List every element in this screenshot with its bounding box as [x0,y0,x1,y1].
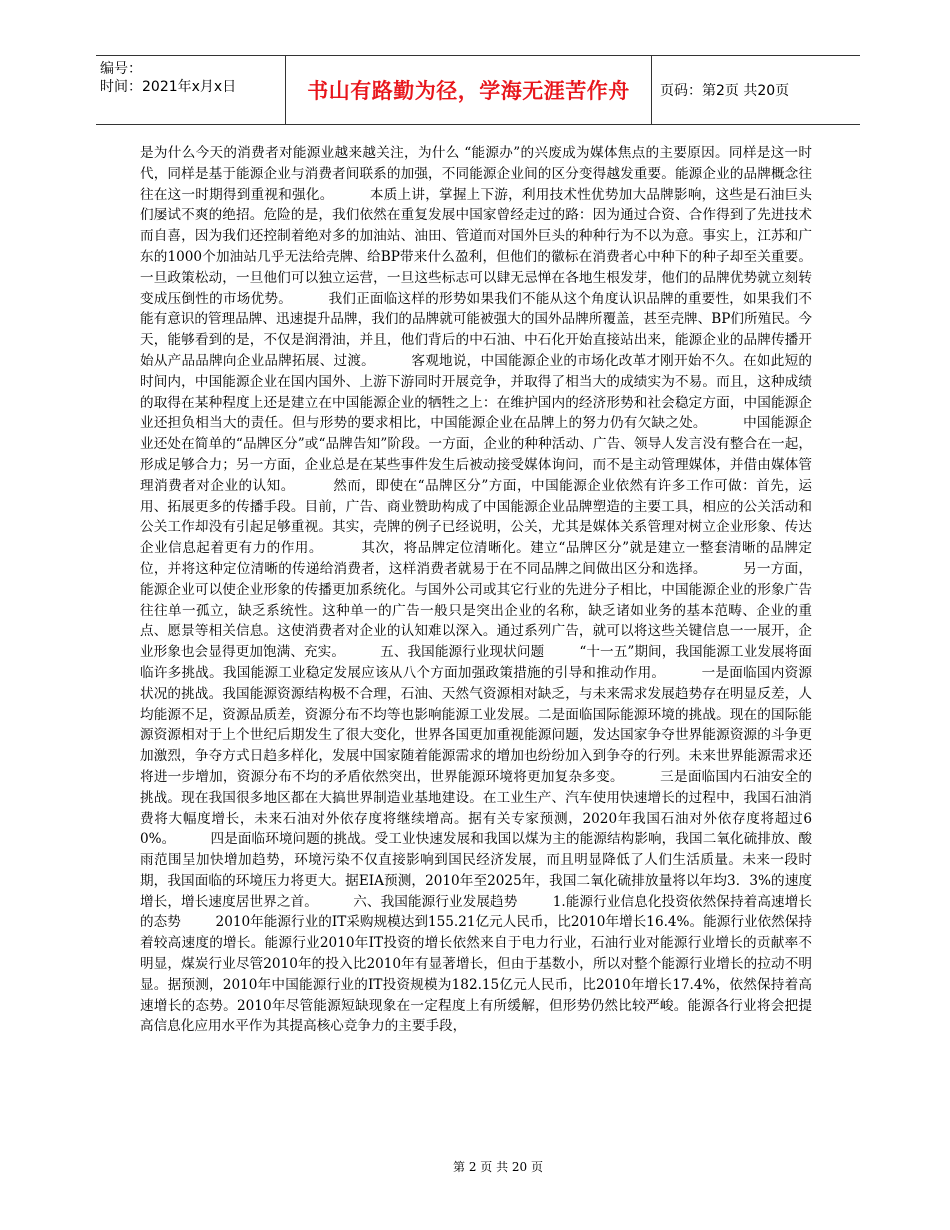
header-number-label: 编号： [100,61,142,77]
header-motto: 书山有路勤为径，学海无涯苦作舟 [286,56,652,124]
header-meta [96,56,286,124]
page-footer: 第 2 页 共 20 页 [453,1160,543,1174]
document-body-text: 是为什么今天的消费者对能源业越来越关注，为什么 “能源办”的兴废成为媒体焦点的主要原因。同样是这一时代，同样是基于能源企业与消费者间联系的加强，不同能源企业间的区分变得越发重要。能源企业的品牌概念往往在这一时期得到重视和强化。 本质上讲，掌握上下游，利用技术性优势加大品牌影响，这些是石油巨头们屡试不爽的绝招。危险的是，我们依然在重复发展中国家曾经走过的路：因为通过合资、合作得到了先进技术而自喜，因为我们还控制着绝对多的加油站、油田、管道而对国外巨头的种种行为不以为意。事实上，江苏和广东的1000个加油站几乎无法给壳牌、给BP带来什么盈利，但他们的徽标在消费者心中种下的种子却至关重要。一旦政策松动，一旦他们可以独立运营，一旦这些标志可以肆无忌惮在各地生根发芽，他们的品牌优势就立刻转变成压倒性的市场优势。 我们正面临这样的形势如果我们不能从这个角度认识品牌的重要性，如果我们不能有意识的管理品牌、迅速提升品牌，我们的品牌就可能被强大的国外品牌所覆盖，甚至壳牌、BP们所殖民。今天，能够看到的是，不仅是润滑油，并且，他们背后的中石油、中石化开始直接站出来，能源企业的品牌传播开始从产品品牌向企业品牌拓展、过渡。 客观地说，中国能源企业的市场化改革才刚开始不久。在如此短的时间内，中国能源企业在国内国外、上游下游同时开展竞争，并取得了相当大的成绩实为不易。而且，这种成绩的取得在某种程度上还是建立在中国能源企业的牺牲之上：在维护国内的经济形势和社会稳定方面，中国能源企业还担负相当大的责任。但与形势的要求相比，中国能源企业在品牌上的努力仍有欠缺之处。 中国能源企业还处在简单的“品牌区分”或“品牌告知”阶段。一方面，企业的种种活动、广告、领导人发言没有整合在一起，形成足够合力；另一方面，企业总是在某些事件发生后被动接受媒体询问，而不是主动管理媒体，并借由媒体管理消费者对企业的认知。 然而，即使在“品牌区分”方面，中国能源企业依然有许多工作可做：首先，运用、拓展更多的传播手段。目前，广告、商业赞助构成了中国能源企业品牌塑造的主要工具，相应的公关活动和公关工作却没有引起足够重视。其实，壳牌的例子已经说明，公关，尤其是媒体关系管理对树立企业形象、传达企业信息起着更有力的作用。 其次，将品牌定位清晰化。建立“品牌区分”就是建立一整套清晰的品牌定位，并将这种定位清晰的传递给消费者，这样消费者就易于在不同品牌之间做出区分和选择。 另一方面，能源企业可以使企业形象的传播更加系统化。与国外公司或其它行业的先进分子相比，中国能源企业的形象广告往往单一孤立，缺乏系统性。这种单一的广告一般只是突出企业的名称，缺乏诸如业务的基本范畴、企业的重点、愿景等相关信息。这使消费者对企业的认知难以深入。通过系列广告，就可以将这些关键信息一一展开，企业形象也会显得更加饱满、充实。 五、我国能源行业现状问题 “十一五”期间，我国能源工业发展将面临许多挑战。我国能源工业稳定发展应该从八个方面加强政策措施的引导和推动作用。 一是面临国内资源状况的挑战。我国能源资源结构极不合理，石油、天然气资源相对缺乏，与未来需求发展趋势存在明显反差，人均能源不足，资源品质差，资源分布不均等也影响能源工业发展。二是面临国际能源环境的挑战。现在的国际能源资源相对于上个世纪后期发生了很大变化，世界各国更加重视能源问题，发达国家争夺世界能源资源的斗争更加激烈，争夺方式日趋多样化，发展中国家随着能源需求的增加也纷纷加入到争夺的行列。未来世界能源需求还将进一步增加，资源分布不均的矛盾依然突出，世界能源环境将更加复杂多变。 三是面临国内石油安全的挑战。现在我国很多地区都在大搞世界制造业基地建设。在工业生产、汽车使用快速增长的过程中，我国石油消费将大幅度增长，未来石油对外依存度将继续增高。据有关专家预测，2020年我国石油对外依存度将超过60%。 四是面临环境问题的挑战。受工业快速发展和我国以煤为主的能源结构影响，我国二氧化硫排放、酸雨范围呈加快增加趋势，环境污染不仅直接影响到国民经济发展，而且明显降低了人们生活质量。未来一段时期，我国面临的环境压力将更大。据EIA预测，2010年至2025年，我国二氧化硫排放量将以年均3．3%的速度增长，增长速度居世界之首。 六、我国能源行业发展趋势 1.能源行业信息化投资依然保持着高速增长的态势 2010年能源行业的IT采购规模达到155.21亿元人民币，比2010年增长16.4%。能源行业依然保持着较高速度的增长。能源行业2010年IT投资的增长依然来自于电力行业，石油行业对能源行业增长的贡献率不明显，煤炭行业尽管2010年的投入比2010年有显著增长，但由于基数小，所以对整个能源行业增长的拉动不明显。据预测，2010年中国能源行业的IT投资规模为182.15亿元人民币，比2010年增长17.4%，依然保持着高速增长的态势。2010年尽管能源短缺现象在一定程度上有所缓解，但形势仍然比较严峻。能源各行业将会把提高信息化应用水平作为其提高核心竞争力的主要手段， [140,145,812,1035]
page-header [96,55,860,125]
header-page-number: 页码：第2页 共20页 [660,83,790,99]
header-time-label: 时间：2021年x月x日 [100,79,237,95]
